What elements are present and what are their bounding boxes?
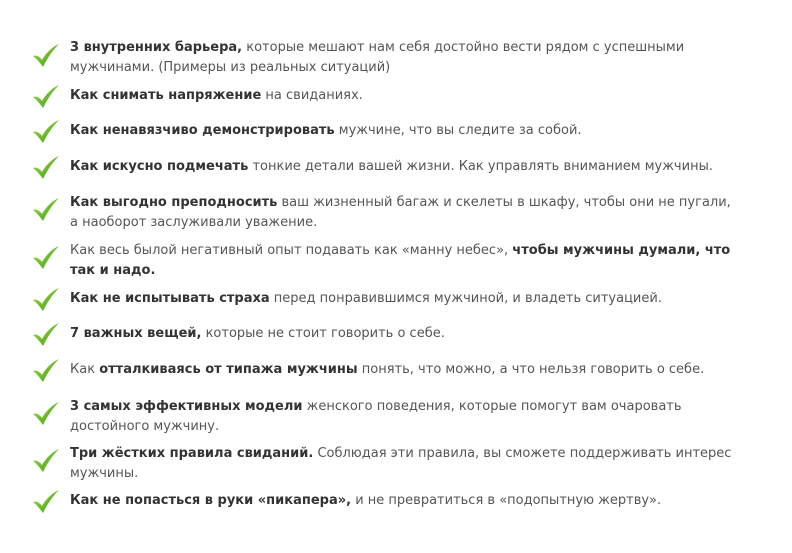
text-phrase: достойного мужчину. bbox=[70, 418, 220, 434]
bold-phrase: чтобы мужчины думали, что bbox=[512, 243, 731, 258]
text-phrase: а наоборот заслуживали уважение. bbox=[70, 214, 318, 230]
text-phrase: Соблюдая эти правила, вы сможете поддерживать интерес bbox=[313, 446, 732, 461]
text-phrase: Как bbox=[70, 362, 100, 377]
list-item-text bbox=[70, 193, 750, 232]
text-phrase: понять, что можно, а что нельзя говорить о себе. bbox=[357, 362, 705, 377]
checkmark-icon bbox=[31, 197, 61, 223]
text-phrase: тонкие детали вашей жизни. Как управлять вниманием мужчины. bbox=[248, 159, 713, 174]
text-phrase: на свиданиях. bbox=[261, 88, 363, 103]
bold-phrase: так и надо. bbox=[70, 262, 156, 278]
list-item-text bbox=[70, 38, 750, 77]
list-item-text bbox=[70, 86, 750, 106]
checkmark-icon bbox=[31, 358, 61, 384]
bold-phrase: отталкиваясь от типажа мужчины bbox=[99, 362, 358, 377]
text-phrase: мужчине, что вы следите за собой. bbox=[334, 123, 582, 138]
bold-phrase: Как не попасться в руки «пикапера», bbox=[70, 493, 352, 508]
checkmark-icon bbox=[31, 401, 61, 427]
list-item-text bbox=[70, 360, 750, 380]
bold-phrase: Три жёстких правила свиданий. bbox=[70, 446, 314, 461]
text-phrase: Как весь былой негативный опыт подавать как «манну небес», bbox=[70, 243, 513, 258]
checkmark-icon bbox=[31, 43, 61, 69]
text-phrase: и не превратиться в «подопытную жертву». bbox=[351, 493, 662, 508]
bold-phrase: Как не испытывать страха bbox=[70, 291, 270, 306]
bold-phrase: Как искусно подмечать bbox=[70, 159, 249, 174]
bold-phrase: Как ненавязчиво демонстрировать bbox=[70, 123, 335, 138]
list-item-text bbox=[70, 121, 750, 141]
list-item-text bbox=[70, 444, 750, 483]
bold-phrase: Как снимать напряжение bbox=[70, 88, 262, 103]
checkmark-icon bbox=[31, 489, 61, 515]
bold-phrase: 7 важных вещей, bbox=[70, 326, 202, 341]
list-item-text bbox=[70, 157, 750, 177]
text-phrase: женского поведения, которые помогут вам очаровать bbox=[302, 399, 682, 414]
bold-phrase: Как выгодно преподносить bbox=[70, 195, 278, 210]
text-phrase: перед понравившимся мужчиной, и владеть ситуацией. bbox=[269, 291, 662, 306]
text-phrase: ваш жизненный багаж и скелеты в шкафу, чтобы они не пугали, bbox=[277, 195, 731, 210]
checkmark-icon bbox=[31, 119, 61, 145]
text-phrase: мужчинами. (Примеры из реальных ситуаций) bbox=[70, 59, 391, 75]
checkmark-icon bbox=[31, 287, 61, 313]
list-item-text bbox=[70, 289, 750, 309]
checkmark-icon bbox=[31, 322, 61, 348]
list-item-text bbox=[70, 241, 750, 280]
text-phrase: мужчины. bbox=[70, 465, 139, 481]
bold-phrase: 3 внутренних барьера, bbox=[70, 40, 243, 55]
text-phrase: которые не стоит говорить о себе. bbox=[201, 326, 445, 341]
checkmark-icon bbox=[31, 245, 61, 271]
checkmark-icon bbox=[31, 155, 61, 181]
list-item-text bbox=[70, 491, 750, 511]
text-phrase: которые мешают нам себя достойно вести рядом с успешными bbox=[242, 40, 685, 55]
list-item-text bbox=[70, 324, 750, 344]
bold-phrase: 3 самых эффективных модели bbox=[70, 399, 303, 414]
list-item-text bbox=[70, 397, 750, 436]
checkmark-icon bbox=[31, 448, 61, 474]
checkmark-icon bbox=[31, 84, 61, 110]
